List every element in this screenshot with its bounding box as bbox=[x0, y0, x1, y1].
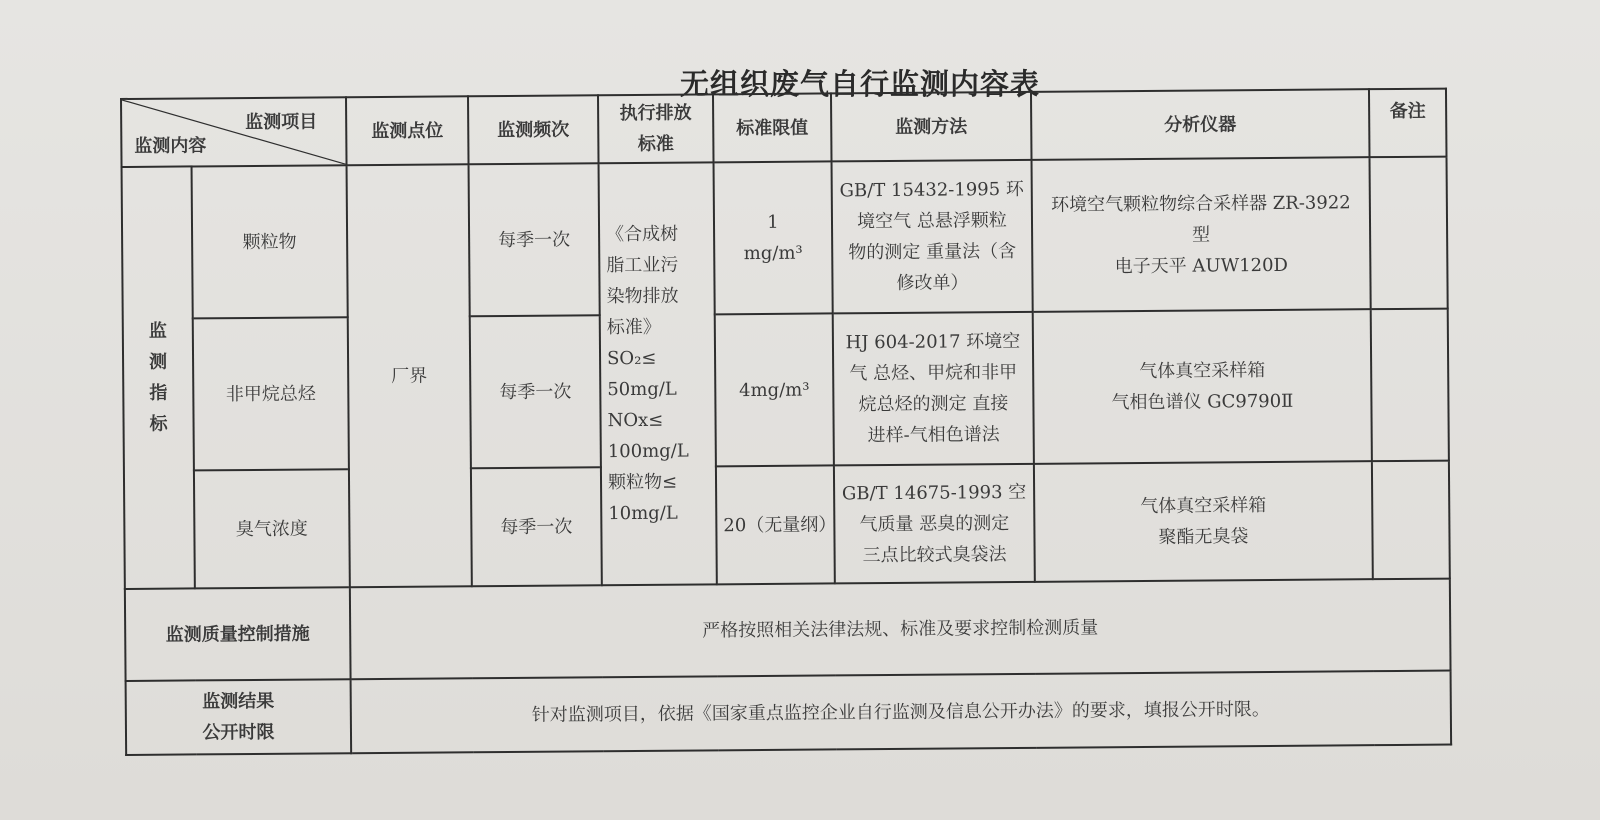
limit-cell: 1 mg/m³ bbox=[714, 161, 833, 314]
table-row bbox=[122, 157, 1448, 319]
disclosure-label: 监测结果 公开时限 bbox=[126, 679, 352, 755]
quality-text: 严格按照相关法律法规、标准及要求控制检测质量 bbox=[350, 579, 1451, 680]
item-cell: 颗粒物 bbox=[192, 165, 348, 318]
standard-cell: 《合成树 脂工业污 染物排放 标准》 SO₂≤ 50mg/L NOx≤ 100mg/L 颗粒物≤ 10mg/L bbox=[599, 162, 717, 585]
item-cell: 臭气浓度 bbox=[194, 469, 350, 588]
header-instrument: 分析仪器 bbox=[1031, 89, 1370, 160]
header-remark: 备注 bbox=[1369, 89, 1447, 158]
limit-cell: 20（无量纲） bbox=[716, 465, 835, 584]
instrument-cell: 气体真空采样箱 气相色谱仪 GC9790Ⅱ bbox=[1033, 309, 1372, 464]
header-frequency: 监测频次 bbox=[468, 95, 599, 164]
remark-cell bbox=[1372, 461, 1450, 580]
frequency-cell: 每季一次 bbox=[471, 467, 602, 586]
frequency-cell: 每季一次 bbox=[470, 315, 601, 468]
table-row bbox=[124, 461, 1450, 589]
remark-cell bbox=[1370, 157, 1448, 310]
location-cell: 厂界 bbox=[347, 164, 472, 587]
method-cell: HJ 604-2017 环境空 气 总烃、甲烷和非甲 烷总烃的测定 直接 进样-气相色谱法 bbox=[833, 312, 1034, 466]
disclosure-text: 针对监测项目，依据《国家重点监控企业自行监测及信息公开办法》的要求，填报公开时限。 bbox=[351, 671, 1452, 754]
limit-cell: 4mg/m³ bbox=[715, 313, 834, 466]
header-row bbox=[121, 89, 1446, 167]
instrument-cell: 气体真空采样箱 聚酯无臭袋 bbox=[1034, 461, 1373, 582]
item-cell: 非甲烷总烃 bbox=[193, 317, 349, 470]
header-item: 监测项目 bbox=[245, 111, 318, 134]
header-standard-line: 执行排放 bbox=[619, 102, 692, 125]
instrument-cell: 环境空气颗粒物综合采样器 ZR-3922 型 电子天平 AUW120D bbox=[1032, 157, 1371, 312]
table-title: 无组织废气自行监测内容表 bbox=[679, 67, 1040, 101]
quality-label: 监测质量控制措施 bbox=[125, 587, 351, 681]
header-standard bbox=[598, 94, 714, 163]
frequency-cell: 每季一次 bbox=[469, 163, 600, 316]
diagonal-header-cell bbox=[121, 97, 347, 167]
header-limit: 标准限值 bbox=[713, 93, 832, 162]
group-label-cell: 监 测 指 标 bbox=[122, 166, 195, 589]
method-cell: GB/T 14675-1993 空 气质量 恶臭的测定 三点比较式臭袋法 bbox=[834, 464, 1035, 584]
method-cell: GB/T 15432-1995 环 境空气 总悬浮颗粒 物的测定 重量法（含 修改单） bbox=[832, 160, 1033, 314]
disclosure-row bbox=[126, 671, 1452, 755]
quality-row bbox=[125, 579, 1451, 681]
header-standard-line: 标准 bbox=[637, 133, 674, 155]
table-row bbox=[123, 309, 1449, 471]
header-content: 监测内容 bbox=[134, 135, 207, 157]
header-point: 监测点位 bbox=[346, 96, 469, 165]
header-method: 监测方法 bbox=[831, 92, 1032, 162]
monitoring-table bbox=[120, 88, 1452, 756]
remark-cell bbox=[1371, 309, 1449, 462]
